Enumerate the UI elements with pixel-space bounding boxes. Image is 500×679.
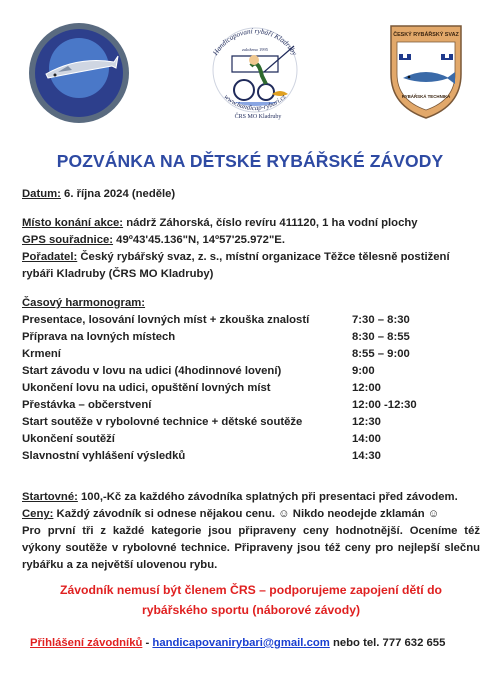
handicap-logo-org: ČRS MO Kladruby bbox=[234, 114, 282, 120]
schedule-time: 8:30 – 8:55 bbox=[352, 331, 410, 343]
schedule-row bbox=[22, 363, 480, 380]
rybarska-technika-logo-right bbox=[385, 20, 467, 120]
schedule-row bbox=[22, 448, 480, 465]
date-value: 6. října 2024 (neděle) bbox=[60, 188, 176, 200]
schedule-activity: Krmení bbox=[22, 348, 61, 360]
registration-separator: - bbox=[142, 637, 153, 649]
handicap-logo-web: www.handicap-rybari.cz bbox=[222, 92, 288, 113]
schedule-row bbox=[22, 329, 480, 346]
organizer-line bbox=[22, 249, 480, 266]
right-logo-bottom-text: RYBÁŘSKÁ TECHNIKA bbox=[401, 94, 451, 99]
registration-label: Přihlášení závodníků bbox=[30, 637, 143, 649]
gps-line bbox=[22, 232, 480, 249]
registration-email-link[interactable]: handicapovanirybari@gmail.com bbox=[152, 637, 330, 649]
prizes-paragraph: Pro první tři z každé kategorie jsou připraveny ceny hodnotnější. Oceníme též výkony soutěže v rybolovné technice. Připraveny jsou též ceny pro nejlepší slečnu rybářku a za největší ulovenou rybu. bbox=[22, 525, 480, 571]
crs-logo-left bbox=[28, 17, 130, 124]
schedule-time: 8:55 – 9:00 bbox=[352, 348, 410, 360]
schedule-time: 12:00 bbox=[352, 382, 381, 394]
logo-strip bbox=[0, 0, 500, 140]
schedule-row bbox=[22, 346, 480, 363]
venue-line bbox=[22, 215, 480, 232]
crs-logo-left-text: ČESKÝ RYBÁŘSKÝ SVAZ bbox=[28, 17, 108, 24]
schedule-activity: Slavnostní vyhlášení výsledků bbox=[22, 450, 186, 462]
membership-note bbox=[22, 580, 480, 620]
schedule-row bbox=[22, 312, 480, 329]
schedule-row bbox=[22, 397, 480, 414]
fee-value: 100,-Kč za každého závodníka splatných při presentaci před závodem. bbox=[77, 491, 458, 503]
page-title: POZVÁNKA NA DĚTSKÉ RYBÁŘSKÉ ZÁVODY bbox=[56, 151, 444, 171]
schedule-activity: Presentace, losování lovných míst + zkouška znalostí bbox=[22, 314, 310, 326]
venue-value: nádrž Záhorská, číslo revíru 411120, 1 ha vodní plochy bbox=[123, 217, 418, 229]
schedule-time: 14:30 bbox=[352, 450, 381, 462]
handicap-logo-year: založeno 1995 bbox=[241, 47, 269, 52]
schedule-activity: Start závodu v lovu na udici (4hodinnové lovení) bbox=[22, 365, 282, 377]
schedule-table bbox=[22, 312, 480, 465]
registration-phone: nebo tel. 777 632 655 bbox=[329, 637, 446, 649]
organizer-line-2: rybáři Kladruby (ČRS MO Kladruby) bbox=[22, 268, 214, 280]
membership-note-line-1: Závodník nemusí být členem ČRS – podporujeme zapojení dětí do bbox=[60, 583, 442, 597]
gps-value: 49º43'45.136"N, 14º57'25.972"E. bbox=[113, 234, 285, 246]
schedule-row bbox=[22, 414, 480, 431]
handicap-logo-top-text: Handicapovaní rybáři Kladruby bbox=[211, 27, 299, 57]
schedule-activity: Start soutěže v rybolovné technice + dětské soutěže bbox=[22, 416, 303, 428]
schedule-heading: Časový harmonogram: bbox=[22, 297, 146, 309]
prizes-line bbox=[22, 506, 480, 523]
venue-label: Místo konání akce: bbox=[22, 217, 124, 229]
prizes-value: Každý závodník si odnese nějakou cenu. ☺ Nikdo neodejde zklamán ☺ bbox=[53, 508, 440, 520]
schedule-row bbox=[22, 431, 480, 448]
gps-label: GPS souřadnice: bbox=[22, 234, 114, 246]
schedule-time: 9:00 bbox=[352, 365, 375, 377]
fee-label: Startovné: bbox=[22, 491, 78, 503]
schedule-activity: Příprava na lovných místech bbox=[22, 331, 176, 343]
schedule-time: 7:30 – 8:30 bbox=[352, 314, 410, 326]
membership-note-line-2: rybářského sportu (náborové závody) bbox=[141, 603, 361, 617]
registration-footer bbox=[30, 637, 445, 649]
organizer-label: Pořadatel: bbox=[22, 251, 78, 263]
date-label: Datum: bbox=[22, 188, 61, 200]
prizes-label: Ceny: bbox=[22, 508, 54, 520]
schedule-time: 12:00 -12:30 bbox=[352, 399, 417, 411]
fee-line bbox=[22, 489, 480, 506]
schedule-activity: Přestávka – občerstvení bbox=[22, 399, 152, 411]
schedule-row bbox=[22, 380, 480, 397]
invitation-body bbox=[22, 186, 480, 574]
handicap-logo-middle bbox=[196, 6, 314, 132]
schedule-time: 14:00 bbox=[352, 433, 381, 445]
schedule-activity: Ukončení lovu na udici, opuštění lovných míst bbox=[22, 382, 271, 394]
right-logo-top-text: ČESKÝ RYBÁŘSKÝ SVAZ bbox=[393, 32, 459, 38]
date-line bbox=[22, 186, 480, 203]
schedule-time: 12:30 bbox=[352, 416, 381, 428]
schedule-activity: Ukončení soutěží bbox=[22, 433, 115, 445]
organizer-value: Český rybářský svaz, z. s., místní organizace Těžce tělesně postižení bbox=[77, 251, 450, 263]
